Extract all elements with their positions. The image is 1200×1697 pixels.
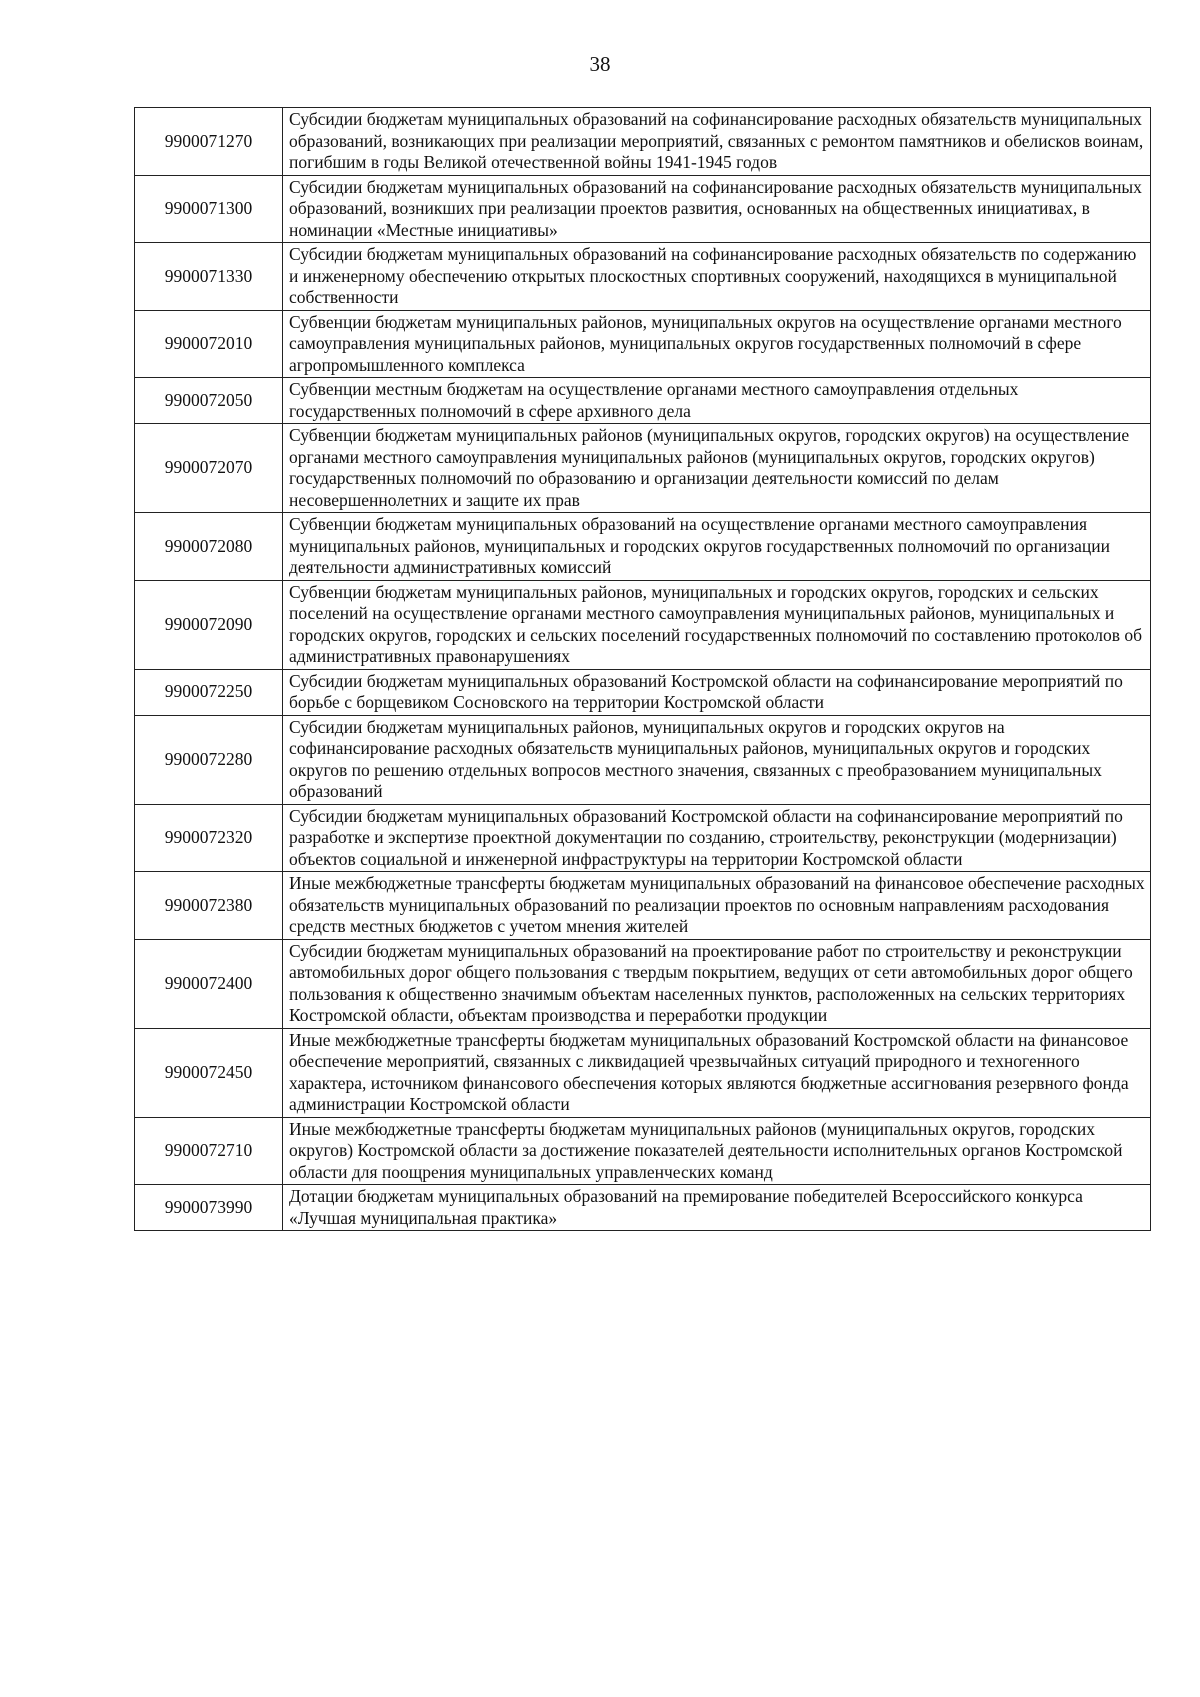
- table-row: [135, 243, 1151, 311]
- budget-code-cell: 9900072280: [135, 715, 283, 804]
- budget-code-cell: 9900072010: [135, 310, 283, 378]
- table-row: [135, 1185, 1151, 1231]
- description-cell: Дотации бюджетам муниципальных образований на премирование победителей Всероссийского конкурса «Лучшая муниципальная практика»: [283, 1185, 1151, 1231]
- budget-code-cell: 9900072320: [135, 804, 283, 872]
- table-row: [135, 1028, 1151, 1117]
- description-cell: Субсидии бюджетам муниципальных образований на софинансирование расходных обязательств по содержанию и инженерному обеспечению открытых плоскостных спортивных сооружений, находящихся в муниципальной собственности: [283, 243, 1151, 311]
- budget-code-cell: 9900071300: [135, 175, 283, 243]
- budget-code-cell: 9900072380: [135, 872, 283, 940]
- description-cell: Субсидии бюджетам муниципальных образований на проектирование работ по строительству и реконструкции автомобильных дорог общего пользования с твердым покрытием, ведущих от сети автомобильных дорог общего пользования к общественно значимым объектам населенных пунктов, расположенных на сельских территориях Костромской области, объектам производства и переработки продукции: [283, 939, 1151, 1028]
- page-number: 38: [589, 52, 611, 76]
- table-row: [135, 424, 1151, 513]
- table-row: [135, 1117, 1151, 1185]
- budget-code-cell: 9900072070: [135, 424, 283, 513]
- budget-classification-table: [134, 107, 1151, 1231]
- description-cell: Субвенции бюджетам муниципальных районов (муниципальных округов, городских округов) на осуществление органами местного самоуправления муниципальных районов (муниципальных округов, городских округов) государственных полномочий по образованию и организации деятельности комиссий по делам несовершеннолетних и защите их прав: [283, 424, 1151, 513]
- table-row: [135, 580, 1151, 669]
- description-cell: Субвенции бюджетам муниципальных районов, муниципальных и городских округов, городских и сельских поселений на осуществление органами местного самоуправления муниципальных районов, муниципальных и городских округов, городских и сельских поселений государственных полномочий по составлению протоколов об административных правонарушениях: [283, 580, 1151, 669]
- budget-code-cell: 9900073990: [135, 1185, 283, 1231]
- table-row: [135, 715, 1151, 804]
- description-cell: Субвенции местным бюджетам на осуществление органами местного самоуправления отдельных государственных полномочий в сфере архивного дела: [283, 378, 1151, 424]
- budget-code-cell: 9900072400: [135, 939, 283, 1028]
- budget-code-cell: 9900071270: [135, 108, 283, 176]
- description-cell: Субсидии бюджетам муниципальных образований на софинансирование расходных обязательств муниципальных образований, возникающих при реализации мероприятий, связанных с ремонтом памятников и обелисков воинам, погибшим в годы Великой отечественной войны 1941-1945 годов: [283, 108, 1151, 176]
- budget-code-cell: 9900072090: [135, 580, 283, 669]
- table-row: [135, 108, 1151, 176]
- budget-code-cell: 9900071330: [135, 243, 283, 311]
- budget-code-cell: 9900072710: [135, 1117, 283, 1185]
- description-cell: Субвенции бюджетам муниципальных районов, муниципальных округов на осуществление органами местного самоуправления муниципальных районов, муниципальных округов государственных полномочий в сфере агропромышленного комплекса: [283, 310, 1151, 378]
- table-row: [135, 939, 1151, 1028]
- budget-code-cell: 9900072080: [135, 513, 283, 581]
- description-cell: Субсидии бюджетам муниципальных образований на софинансирование расходных обязательств муниципальных образований, возникших при реализации проектов развития, основанных на общественных инициативах, в номинации «Местные инициативы»: [283, 175, 1151, 243]
- description-cell: Субсидии бюджетам муниципальных образований Костромской области на софинансирование мероприятий по разработке и экспертизе проектной документации по созданию, строительству, реконструкции (модернизации) объектов социальной и инженерной инфраструктуры на территории Костромской области: [283, 804, 1151, 872]
- budget-code-cell: 9900072450: [135, 1028, 283, 1117]
- table-row: [135, 310, 1151, 378]
- description-cell: Субвенции бюджетам муниципальных образований на осуществление органами местного самоуправления муниципальных районов, муниципальных и городских округов государственных полномочий по организации деятельности административных комиссий: [283, 513, 1151, 581]
- table-row: [135, 513, 1151, 581]
- budget-code-cell: 9900072250: [135, 669, 283, 715]
- table-row: [135, 669, 1151, 715]
- table-row: [135, 872, 1151, 940]
- description-cell: Иные межбюджетные трансферты бюджетам муниципальных районов (муниципальных округов, городских округов) Костромской области за достижение показателей деятельности исполнительных органов Костромской области для поощрения муниципальных управленческих команд: [283, 1117, 1151, 1185]
- description-cell: Иные межбюджетные трансферты бюджетам муниципальных образований на финансовое обеспечение расходных обязательств муниципальных образований по реализации проектов по основным направлениям расходования средств местных бюджетов с учетом мнения жителей: [283, 872, 1151, 940]
- table-row: [135, 378, 1151, 424]
- table-row: [135, 175, 1151, 243]
- description-cell: Иные межбюджетные трансферты бюджетам муниципальных образований Костромской области на финансовое обеспечение мероприятий, связанных с ликвидацией чрезвычайных ситуаций природного и техногенного характера, источником финансового обеспечения которых являются бюджетные ассигнования резервного фонда администрации Костромской области: [283, 1028, 1151, 1117]
- table-body: [135, 108, 1151, 1231]
- table-row: [135, 804, 1151, 872]
- description-cell: Субсидии бюджетам муниципальных районов, муниципальных округов и городских округов на софинансирование расходных обязательств муниципальных районов, муниципальных округов и городских округов по решению отдельных вопросов местного значения, связанных с преобразованием муниципальных образований: [283, 715, 1151, 804]
- description-cell: Субсидии бюджетам муниципальных образований Костромской области на софинансирование мероприятий по борьбе с борщевиком Сосновского на территории Костромской области: [283, 669, 1151, 715]
- budget-code-cell: 9900072050: [135, 378, 283, 424]
